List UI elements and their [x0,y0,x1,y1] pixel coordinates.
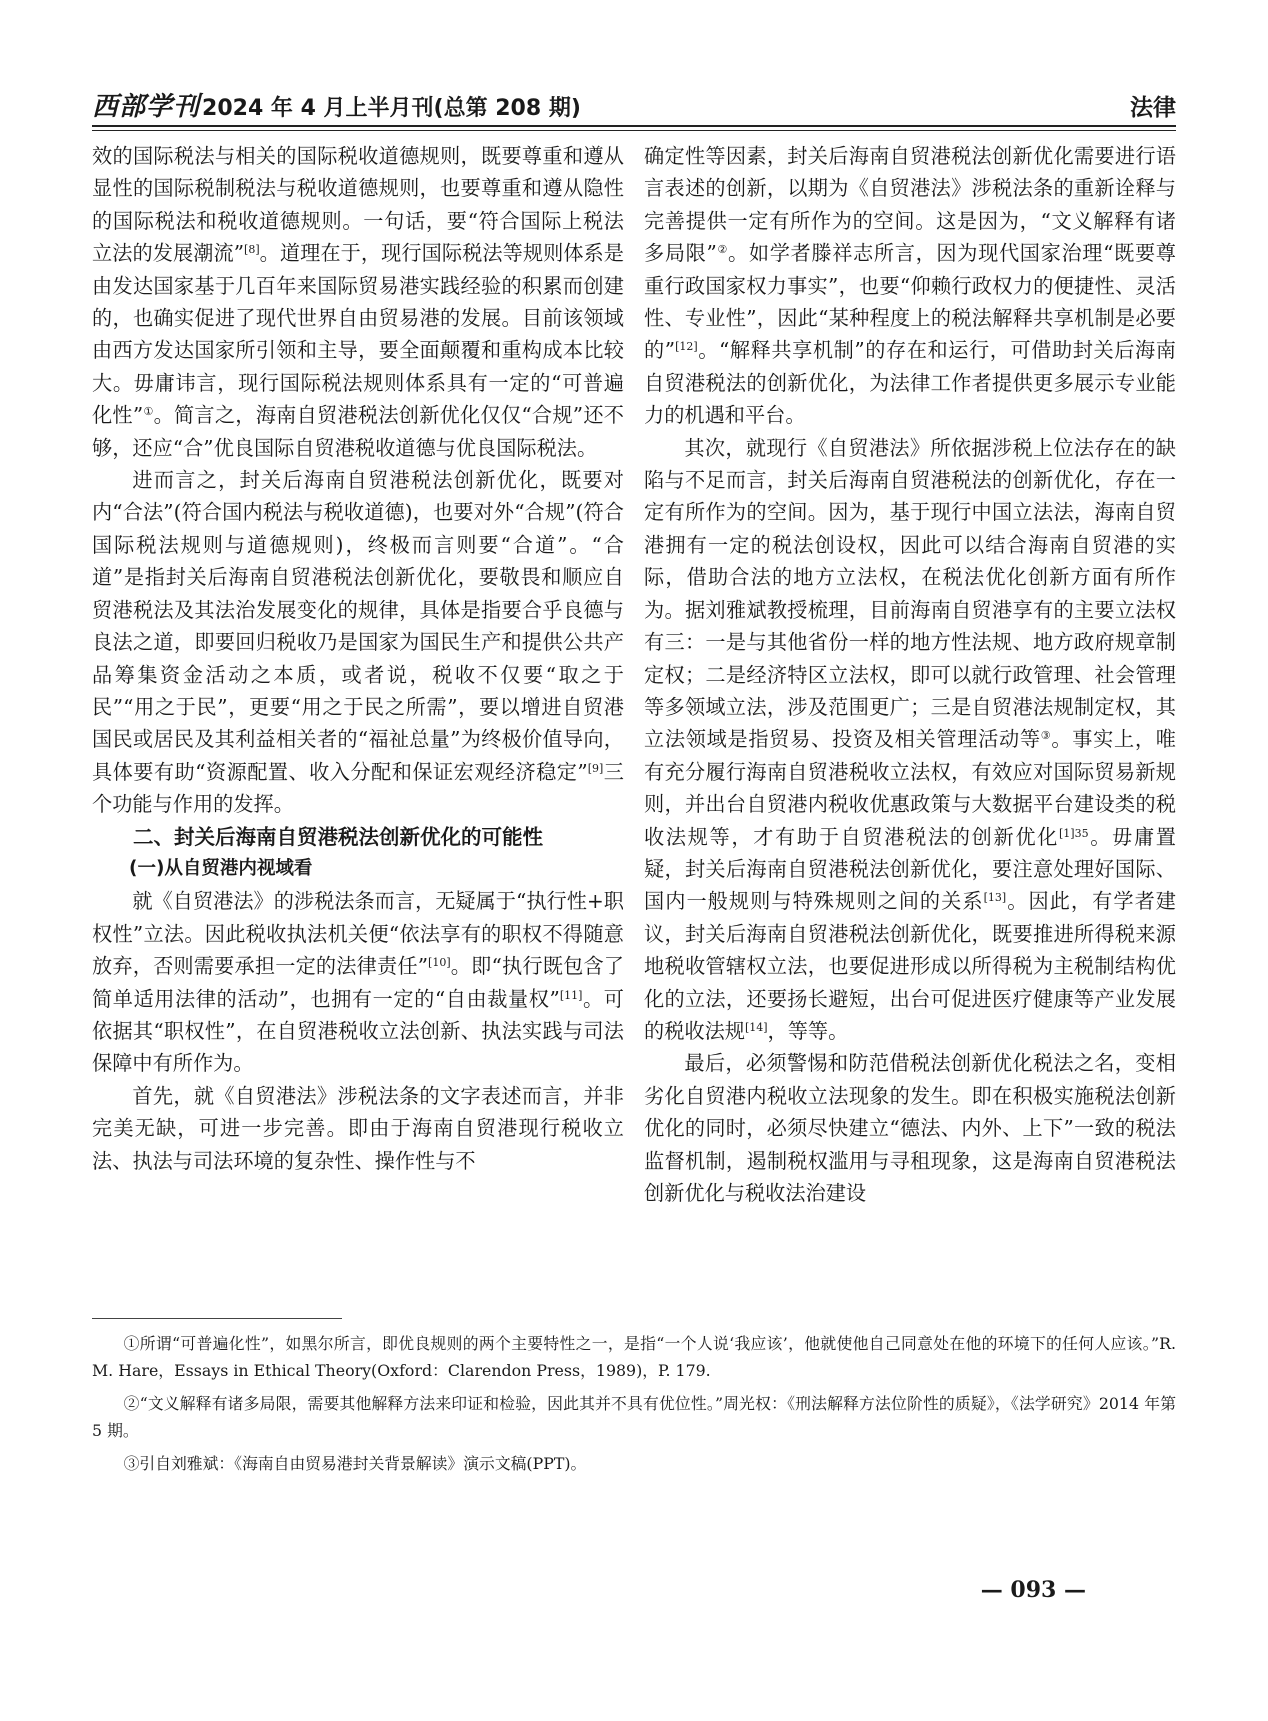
citation-ref[interactable]: [11] [559,988,583,1002]
footnote-3: ③引自刘雅斌：《海南自由贸易港封关背景解读》演示文稿(PPT)。 [123,1454,587,1473]
paragraph: 确定性等因素，封关后海南自贸港税法创新优化需要进行语言表述的创新，以期为《自贸港法》涉税法条的重新诠释与完善提供一定有所作为的空间。这是因为，“文义解释有诸多局限”②。如学者滕祥志所言，因为现代国家治理“既要尊重行政国家权力事实”，也要“仰赖行政权力的便捷性、灵活性、专业性”，因此“某种程度上的税法解释共享机制是必要的”[12]。“解释共享机制”的存在和运行，可借助封关后海南自贸港税法的创新优化，为法律工作者提供更多展示专业能力的机遇和平台。 [644,144,1176,428]
running-header [92,86,1176,120]
footnote-marker[interactable]: ② [716,243,729,257]
citation-ref[interactable]: [10] [428,956,451,970]
left-column [92,140,624,1177]
paragraph: 首先，就《自贸港法》涉税法条的文字表述而言，并非完美无缺，可进一步完善。即由于海南自贸港现行税收立法、执法与司法环境的复杂性、操作性与不 [92,1083,624,1173]
footnote-rule [92,1318,342,1319]
footnote-2: ②“文义解释有诸多局限，需要其他解释方法来印证和检验，因此其并不具有优位性。”周光权：《刑法解释方法位阶性的质疑》，《法学研究》2014 年第 5 期。 [92,1394,1176,1440]
paragraph: 就《自贸港法》的涉税法条而言，无疑属于“执行性+职权性”立法。因此税收执法机关便“依法享有的职权不得随意放弃，否则需要承担一定的法律责任”[10]。即“执行既包含了简单适用法律的活动”，也拥有一定的“自由裁量权”[11]。可依据其“职权性”，在自贸港税收立法创新、执法实践与司法保障中有所作为。 [92,889,624,1076]
journal-logo: 西部学刊 [92,92,201,122]
citation-ref[interactable]: [9] [587,761,604,775]
citation-ref[interactable]: [12] [675,340,698,354]
journal-info [92,94,581,120]
paragraph: 最后，必须警惕和防范借税法创新优化税法之名，变相劣化自贸港内税收立法现象的发生。即在积极实施税法创新优化的同时，必须尽快建立“德法、内外、上下”一致的税法监督机制，遏制税权滥用与寻租现象，这是海南自贸港税法创新优化与税收法治建设 [644,1051,1176,1205]
header-rule-thin [92,130,1176,131]
citation-ref[interactable]: [14] [744,1020,768,1034]
section-label: 法律 [1130,95,1176,121]
footnote-marker[interactable]: ① [143,405,154,419]
right-column [644,140,1176,1209]
paragraph: 其次，就现行《自贸港法》所依据涉税上位法存在的缺陷与不足而言，封关后海南自贸港税法的创新优化，存在一定有所作为的空间。因为，基于现行中国立法法，海南自贸港拥有一定的税法创设权，因此可以结合海南自贸港的实际，借助合法的地方立法权，在税法优化创新方面有所作为。据刘雅斌教授梳理，目前海南自贸港享有的主要立法权有三：一是与其他省份一样的地方性法规、地方政府规章制定权；二是经济特区立法权，即可以就行政管理、社会管理等多领域立法，涉及范围更广；三是自贸港法规制定权，其立法领域是指贸易、投资及相关管理活动等③。事实上，唯有充分履行海南自贸港税收立法权，有效应对国际贸易新规则，并出台自贸港内税收优惠政策与大数据平台建设类的税收法规等，才有助于自贸港税法的创新优化$^{[1]35}$。毋庸置疑，封关后海南自贸港税法创新优化，要注意处理好国际、国内一般规则与特殊规则之间的关系[13]。因此，有学者建议，封关后海南自贸港税法创新优化，既要推进所得税来源地税收管辖权立法，也要促进形成以所得税为主税制结构优化的立法，还要扬长避短，出台可促进医疗健康等产业发展的税收法规[14]，等等。 [644,435,1176,1043]
page-number: — 093 — [980,1577,1086,1603]
paragraph: 效的国际税法与相关的国际税收道德规则，既要尊重和遵从显性的国际税制税法与税收道德规则，也要尊重和遵从隐性的国际税法和税收道德规则。一句话，要“符合国际上税法立法的发展潮流”[8]。道理在于，现行国际税法等规则体系是由发达国家基于几百年来国际贸易港实践经验的积累而创建的，也确实促进了现代世界自由贸易港的发展。目前该领域由西方发达国家所引领和主导，要全面颠覆和重构成本比较大。毋庸讳言，现行国际税法规则体系具有一定的“可普遍化性”①。简言之，海南自贸港税法创新优化仅仅“合规”还不够，还应“合”优良国际自贸港税收道德与优良国际税法。 [92,144,624,460]
footnote-marker[interactable]: ③ [1040,729,1052,743]
paragraph: 进而言之，封关后海南自贸港税法创新优化，既要对内“合法”(符合国内税法与税收道德)，也要对外“合规”(符合国际税法规则与道德规则)，终极而言则要“合道”。“合道”是指封关后海南自贸港税法创新优化，要敬畏和顺应自贸港税法及其法治发展变化的规律，具体是指要合乎良德与良法之道，即要回归税收乃是国家为国民生产和提供公共产品筹集资金活动之本质，或者说，税收不仅要“取之于民”“用之于民”，更要“用之于民之所需”，要以增进自贸港国民或居民及其利益相关者的“福祉总量”为终极价值导向，具体要有助“资源配置、收入分配和保证宏观经济稳定”[9]三个功能与作用的发挥。 [92,468,624,817]
citation-ref[interactable]: [13] [983,891,1007,905]
section-heading: 二、封关后海南自贸港税法创新优化的可能性 [133,824,543,849]
issue-label: 2024 年 4 月上半月刊(总第 208 期) [202,96,581,121]
footnotes [92,1330,1176,1483]
footnote-1: ①所谓“可普遍化性”，如黑尔所言，即优良规则的两个主要特性之一，是指“一个人说‘我应该’，他就使他自己同意处在他的环境下的任何人应该。”R. M. Hare，Essays in Ethical Theory(Oxford：Clarendon Press，1989)，P. 179. [92,1334,1176,1380]
header-rule-thick [92,125,1176,127]
citation-ref[interactable]: [1]35 [1059,826,1089,840]
subsection-heading: (一)从自贸港内视域看 [129,857,313,879]
citation-ref[interactable]: [8] [244,243,260,257]
